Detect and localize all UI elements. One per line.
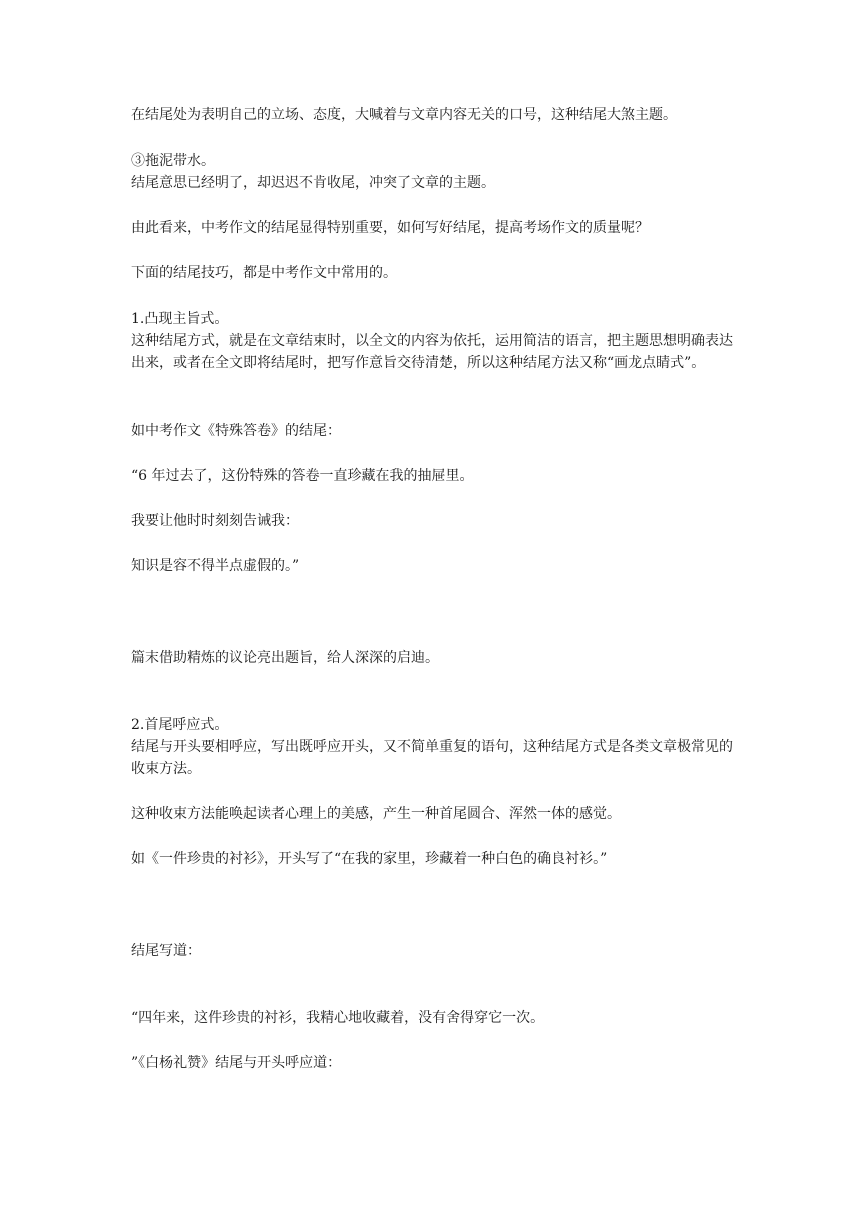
paragraph: 这种结尾方式，就是在文章结束时，以全文的内容为依托，运用简洁的语言，把主题思想明确表达出来，或者在全文即将结尾时，把写作意旨交待清楚，所以这种结尾方法又称“画龙点睛式”。 — [131, 333, 733, 371]
section-heading: 1.凸现主旨式。 — [131, 311, 229, 327]
paragraph: 结尾与开头要相呼应，写出既呼应开头，又不简单重复的语句，这种结尾方式是各类文章极常见的收束方法。 — [131, 739, 733, 777]
paragraph: ”《白杨礼赞》结尾与开头呼应道： — [131, 1055, 342, 1071]
list-item-heading: ③拖泥带水。 — [131, 153, 215, 169]
paragraph: 如中考作文《特殊答卷》的结尾： — [131, 423, 341, 439]
paragraph: 结尾意思已经明了，却迟迟不肯收尾，冲突了文章的主题。 — [131, 175, 495, 191]
section-heading: 2.首尾呼应式。 — [131, 717, 229, 733]
paragraph: 在结尾处为表明自己的立场、态度，大喊着与文章内容无关的口号，这种结尾大煞主题。 — [131, 107, 677, 123]
quote-line: 知识是容不得半点虚假的。” — [131, 558, 300, 574]
paragraph: 这种收束方法能唤起读者心理上的美感，产生一种首尾圆合、浑然一体的感觉。 — [131, 806, 621, 822]
paragraph: 如《一件珍贵的衬衫》，开头写了“在我的家里，珍藏着一种白色的确良衬衫。” — [131, 851, 608, 867]
paragraph: 由此看来，中考作文的结尾显得特别重要，如何写好结尾，提高考场作文的质量呢？ — [131, 220, 649, 236]
paragraph: 下面的结尾技巧，都是中考作文中常用的。 — [131, 265, 397, 281]
paragraph: 结尾写道： — [131, 943, 201, 959]
quote-line: “6 年过去了，这份特殊的答卷一直珍藏在我的抽屉里。 — [131, 468, 474, 484]
paragraph: 篇末借助精炼的议论亮出题旨，给人深深的启迪。 — [131, 650, 439, 666]
quote-line: “四年来，这件珍贵的衬衫，我精心地收藏着，没有舍得穿它一次。 — [131, 1010, 545, 1026]
quote-line: 我要让他时时刻刻告诫我： — [131, 513, 299, 529]
